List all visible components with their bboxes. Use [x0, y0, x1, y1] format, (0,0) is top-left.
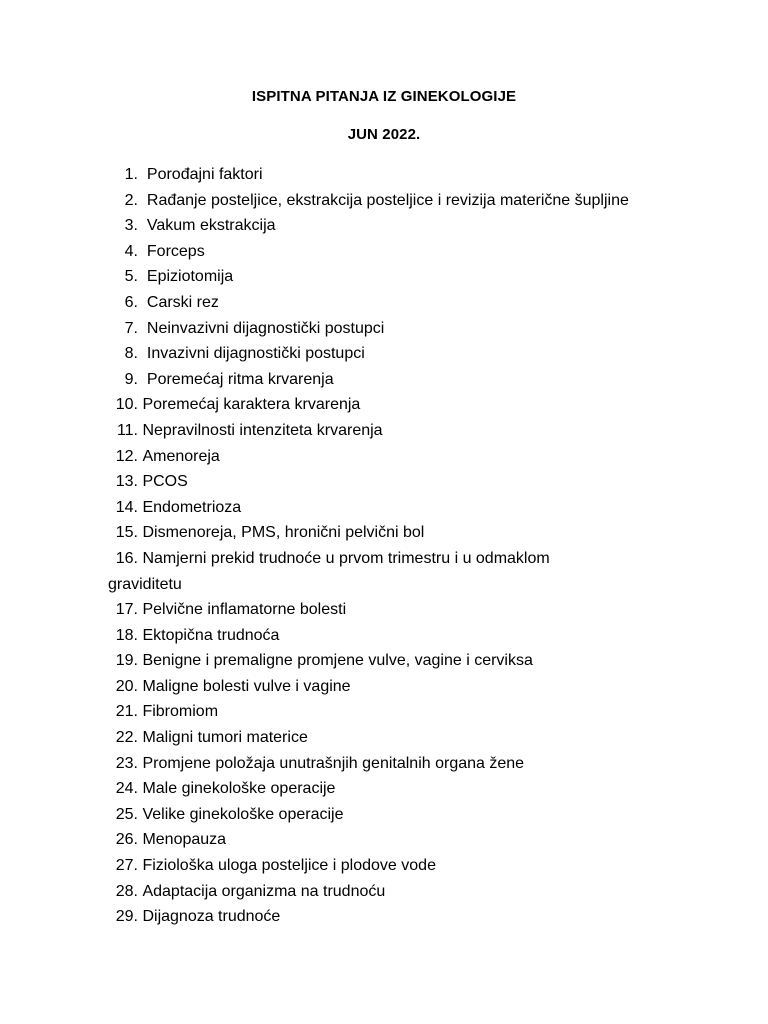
- list-item: [108, 520, 728, 546]
- list-item: [108, 546, 728, 597]
- list-item: [108, 623, 728, 649]
- item-text: Forceps: [146, 242, 205, 260]
- document-title: ISPITNA PITANJA IZ GINEKOLOGIJE: [251, 88, 517, 105]
- item-text: Namjerni prekid trudnoće u prvom trimestru i u odmaklom: [142, 549, 550, 567]
- item-text: Carski rez: [146, 293, 219, 311]
- item-number: 18.: [115, 626, 138, 644]
- item-text: Velike ginekološke operacije: [142, 805, 344, 823]
- item-number: 1.: [124, 166, 138, 183]
- item-number: 12.: [115, 447, 138, 465]
- list-item: [108, 648, 728, 674]
- item-number: 17.: [115, 601, 138, 619]
- item-number: 20.: [115, 677, 138, 695]
- item-text: Menopauza: [142, 831, 227, 849]
- item-text: PCOS: [142, 473, 188, 491]
- item-text: Poremećaj ritma krvarenja: [146, 370, 334, 388]
- list-item: [108, 367, 728, 393]
- item-number: 3.: [124, 217, 138, 235]
- item-text: Rađanje posteljice, ekstrakcija posteljice i revizija materične šupljine: [146, 191, 629, 209]
- item-number: 10.: [115, 396, 138, 414]
- list-item: [108, 213, 728, 239]
- item-text: Epiziotomija: [146, 268, 234, 286]
- list-item: [108, 392, 728, 418]
- item-text: Neinvazivni dijagnostički postupci: [146, 319, 385, 337]
- list-item: [108, 904, 728, 930]
- item-text: Benigne i premaligne promjene vulve, vagine i cerviksa: [142, 652, 533, 670]
- item-number: 25.: [115, 805, 138, 823]
- list-item: [108, 725, 728, 751]
- item-number: 19.: [115, 652, 138, 670]
- list-item: [108, 827, 728, 853]
- list-item: [108, 853, 728, 879]
- item-text-continuation: graviditetu: [108, 575, 182, 593]
- list-item: [108, 316, 728, 342]
- item-number: 2.: [124, 191, 138, 209]
- item-number: 22.: [115, 729, 138, 747]
- list-item: [108, 444, 728, 470]
- list-item: [108, 162, 728, 188]
- item-number: 4.: [124, 242, 138, 260]
- item-number: 15.: [115, 524, 138, 542]
- item-text: Dijagnoza trudnoće: [142, 908, 281, 926]
- question-list: [108, 162, 728, 930]
- item-text: Male ginekološke operacije: [142, 780, 336, 798]
- item-text: Nepravilnosti intenziteta krvarenja: [142, 421, 383, 439]
- item-text: Promjene položaja unutrašnjih genitalnih organa žene: [142, 754, 525, 772]
- list-item: [108, 776, 728, 802]
- item-number: 24.: [115, 780, 138, 798]
- document-subtitle: JUN 2022.: [347, 126, 421, 143]
- list-item: [108, 239, 728, 265]
- item-number: 9.: [124, 370, 138, 388]
- item-text: Porođajni faktori: [146, 166, 263, 183]
- item-number: 27.: [115, 857, 138, 875]
- list-item: [108, 751, 728, 777]
- item-text: Fiziološka uloga posteljice i plodove vode: [142, 857, 436, 875]
- list-item: [108, 290, 728, 316]
- item-text: Fibromiom: [142, 703, 219, 721]
- list-item: [108, 802, 728, 828]
- item-number: 5.: [124, 268, 138, 286]
- item-number: 14.: [115, 498, 138, 516]
- item-text: Amenoreja: [142, 447, 220, 465]
- list-item: [108, 188, 728, 214]
- item-number: 8.: [124, 345, 138, 363]
- item-text: Ektopična trudnoća: [142, 626, 280, 644]
- list-item: [108, 699, 728, 725]
- item-text: Vakum ekstrakcija: [146, 217, 276, 235]
- item-text: Maligni tumori materice: [142, 729, 308, 747]
- item-text: Poremećaj karaktera krvarenja: [142, 396, 361, 414]
- item-text: Invazivni dijagnostički postupci: [146, 345, 365, 363]
- item-text: Dismenoreja, PMS, hronični pelvični bol: [142, 524, 425, 542]
- list-item: [108, 674, 728, 700]
- list-item: [108, 879, 728, 905]
- item-number: 26.: [115, 831, 138, 849]
- item-number: 13.: [115, 473, 138, 491]
- list-item: [108, 418, 728, 444]
- item-number: 11.: [116, 421, 138, 439]
- list-item: [108, 469, 728, 495]
- list-item: [108, 597, 728, 623]
- item-number: 28.: [115, 882, 138, 900]
- item-number: 16.: [115, 549, 138, 567]
- item-text: Maligne bolesti vulve i vagine: [142, 677, 351, 695]
- item-number: 7.: [124, 319, 138, 337]
- item-number: 29.: [115, 908, 138, 926]
- list-item: [108, 495, 728, 521]
- list-item: [108, 264, 728, 290]
- item-text: Pelvične inflamatorne bolesti: [142, 601, 347, 619]
- item-text: Endometrioza: [142, 498, 242, 516]
- item-number: 6.: [124, 293, 138, 311]
- list-item: [108, 341, 728, 367]
- item-text: Adaptacija organizma na trudnoću: [142, 882, 386, 900]
- item-number: 21.: [115, 703, 138, 721]
- item-number: 23.: [115, 754, 138, 772]
